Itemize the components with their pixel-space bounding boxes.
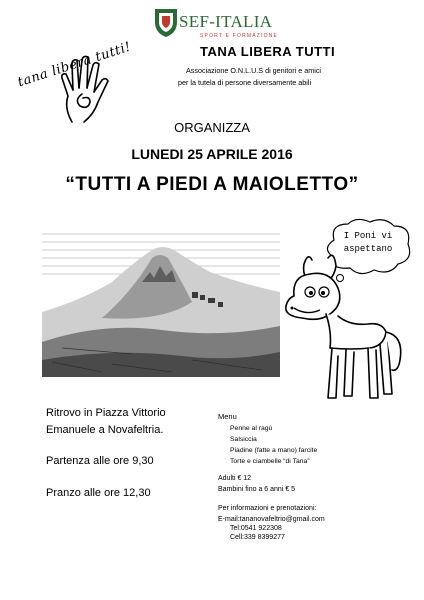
menu-title: Menu [218, 412, 237, 421]
menu-item: Torte e ciambelle “di Tana” [230, 458, 310, 465]
tana-libera-tutti-logo [12, 34, 167, 134]
info-title: Per informazioni e prenotazioni: [218, 505, 317, 512]
menu-item: Penne al ragù [230, 425, 273, 432]
organization-title: TANA LIBERA TUTTI [200, 44, 336, 59]
menu-item: Piadine (fatte a mano) farcite [230, 447, 318, 454]
lunch-time: Pranzo alle ore 12,30 [46, 487, 151, 499]
cartoon-pony-illustration [272, 252, 412, 412]
contact-cell[interactable]: Cell:339 8399277 [230, 534, 285, 541]
meeting-point-line-1: Ritrovo in Piazza Vittorio [46, 407, 166, 419]
hand-icon [12, 34, 167, 134]
sef-italia-logo [152, 6, 279, 48]
adult-price: Adulti € 12 [218, 475, 252, 482]
children-price: Bambini fino a 6 anni € 5 [218, 486, 296, 493]
organizza-label: ORGANIZZA [174, 120, 250, 135]
maioletto-landscape-illustration [42, 222, 280, 377]
event-title: “TUTTI A PIEDI A MAIOLETTO” [65, 174, 359, 195]
event-date: LUNEDI 25 APRILE 2016 [131, 146, 293, 162]
tana-logo-text: tana libera tutti! [16, 39, 133, 91]
contact-phone[interactable]: Tel:0541 922308 [230, 525, 282, 532]
contact-email[interactable]: E-mail:tananovafeltrio@gmail.com [218, 516, 325, 523]
menu-item: Salsiccia [230, 436, 257, 443]
start-time: Partenza alle ore 9,30 [46, 455, 154, 467]
organization-subtitle-2: per la tutela di persone diversamente abili [178, 78, 312, 87]
organization-subtitle-1: Associazione O.N.L.U.S di genitori e amici [186, 66, 322, 75]
sef-italia-name: SEF-ITALIA [179, 12, 273, 31]
bubble-line-1: I Poni vi [343, 231, 393, 241]
menu-block [218, 412, 418, 541]
sef-italia-tagline: SPORT E FORMAZIONE [200, 33, 279, 39]
meeting-point-line-2: Emanuele a Novafeltria. [46, 424, 164, 436]
bubble-line-2: aspettano [343, 244, 393, 254]
